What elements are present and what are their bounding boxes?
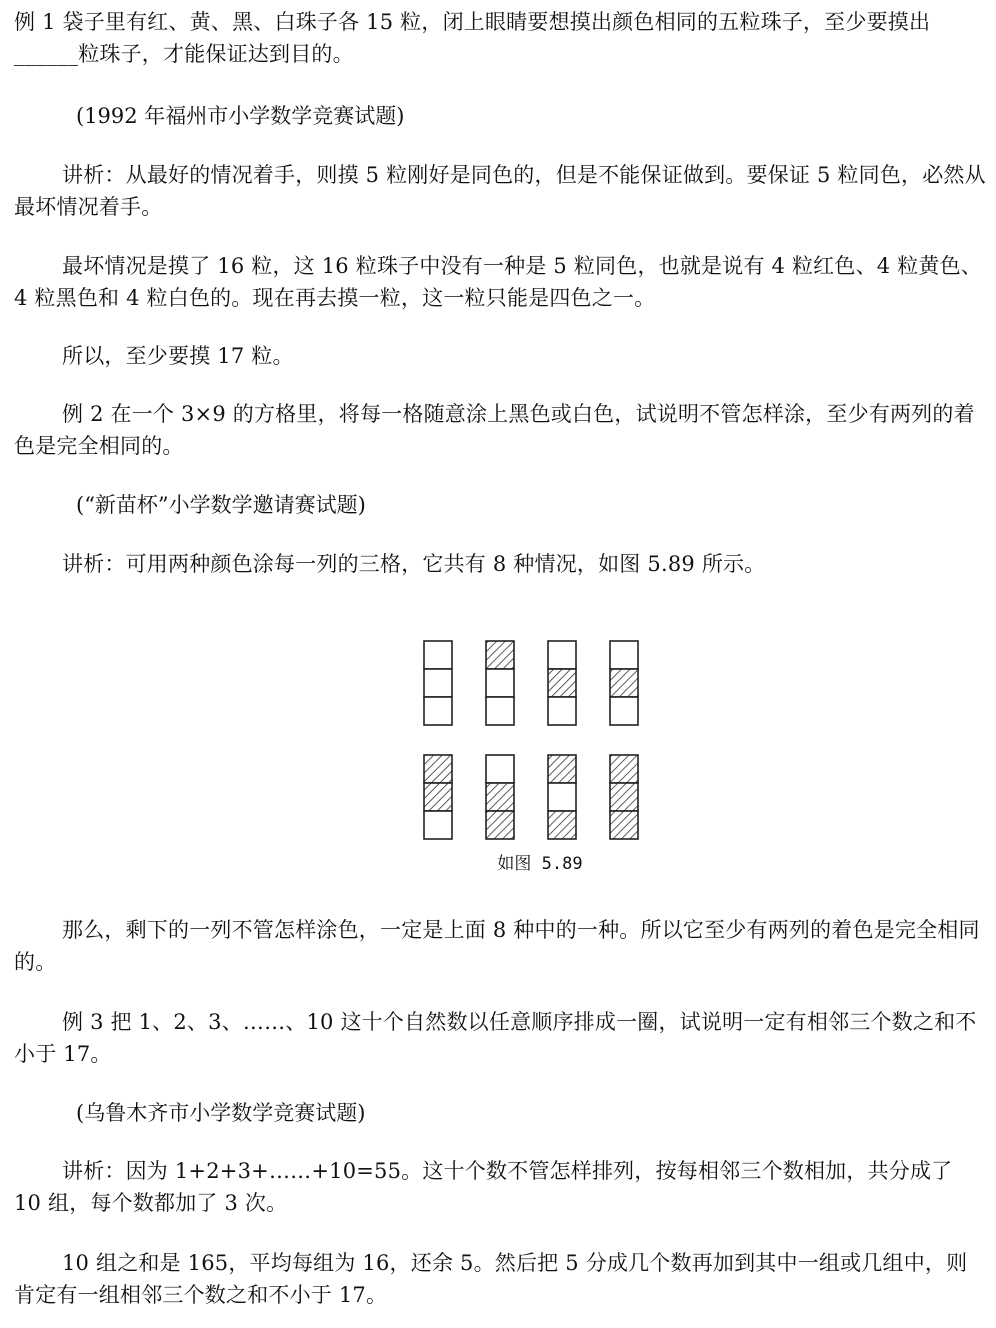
blank-cell [548, 697, 576, 725]
blank-cell [486, 669, 514, 697]
shaded-cell [610, 755, 638, 783]
shaded-cell [548, 811, 576, 839]
coloring-cases-figure [400, 612, 660, 882]
column-case-5 [424, 755, 452, 839]
example-2-conclusion: 那么，剩下的一列不管怎样涂色，一定是上面 8 种中的一种。所以它至少有两列的着色是完全相同的。 [14, 918, 980, 974]
example-2-source: (“新苗杯”小学数学邀请赛试题) [76, 493, 366, 517]
shaded-cell [548, 755, 576, 783]
blank-cell [548, 783, 576, 811]
shaded-cell [548, 669, 576, 697]
blank-cell [424, 641, 452, 669]
column-case-1 [424, 641, 452, 725]
shaded-cell [610, 811, 638, 839]
example-1-analysis: 讲析：从最好的情况着手，则摸 5 粒刚好是同色的，但是不能保证做到。要保证 5 粒同色，必然从最坏情况着手。 [14, 163, 986, 219]
shaded-cell [610, 783, 638, 811]
blank-cell [610, 641, 638, 669]
shaded-cell [486, 783, 514, 811]
shaded-cell [610, 669, 638, 697]
blank-cell [486, 697, 514, 725]
example-2-question: 例 2 在一个 3×9 的方格里，将每一格随意涂上黑色或白色，试说明不管怎样涂，至少有两列的着色是完全相同的。 [14, 402, 975, 458]
example-1-source: (1992 年福州市小学数学竞赛试题) [76, 104, 405, 128]
shaded-cell [424, 783, 452, 811]
blank-cell [486, 755, 514, 783]
example-3-source: (乌鲁木齐市小学数学竞赛试题) [76, 1101, 366, 1125]
shaded-cell [424, 755, 452, 783]
example-1-worst-case: 最坏情况是摸了 16 粒，这 16 粒珠子中没有一种是 5 粒同色，也就是说有 4 粒红色、4 粒黄色、4 粒黑色和 4 粒白色的。现在再去摸一粒，这一粒只能是四色之一。 [14, 254, 983, 310]
column-case-2 [486, 641, 514, 725]
blank-cell [424, 697, 452, 725]
example-3-question: 例 3 把 1、2、3、……、10 这十个自然数以任意顺序排成一圈，试说明一定有相邻三个数之和不小于 17。 [14, 1010, 977, 1066]
blank-cell [424, 669, 452, 697]
blank-cell [424, 811, 452, 839]
example-2-analysis: 讲析：可用两种颜色涂每一列的三格，它共有 8 种情况，如图 5.89 所示。 [62, 552, 766, 576]
column-case-4 [610, 641, 638, 725]
example-1-conclusion: 所以，至少要摸 17 粒。 [62, 344, 294, 368]
shaded-cell [486, 811, 514, 839]
blank-cell [548, 641, 576, 669]
column-case-6 [486, 755, 514, 839]
figure-caption: 如图 5.89 [497, 854, 583, 874]
example-3-analysis: 讲析：因为 1+2+3+……+10=55。这十个数不管怎样排列，按每相邻三个数相加，共分成了 10 组，每个数都加了 3 次。 [14, 1159, 953, 1215]
column-case-3 [548, 641, 576, 725]
example-3-conclusion: 10 组之和是 165，平均每组为 16，还余 5。然后把 5 分成几个数再加到其中一组或几组中，则肯定有一组相邻三个数之和不小于 17。 [14, 1251, 968, 1307]
column-case-8 [610, 755, 638, 839]
example-1-question: 例 1 袋子里有红、黄、黑、白珠子各 15 粒，闭上眼睛要想摸出颜色相同的五粒珠子，至少要摸出______粒珠子，才能保证达到目的。 [14, 10, 931, 66]
shaded-cell [486, 641, 514, 669]
blank-cell [610, 697, 638, 725]
column-case-7 [548, 755, 576, 839]
